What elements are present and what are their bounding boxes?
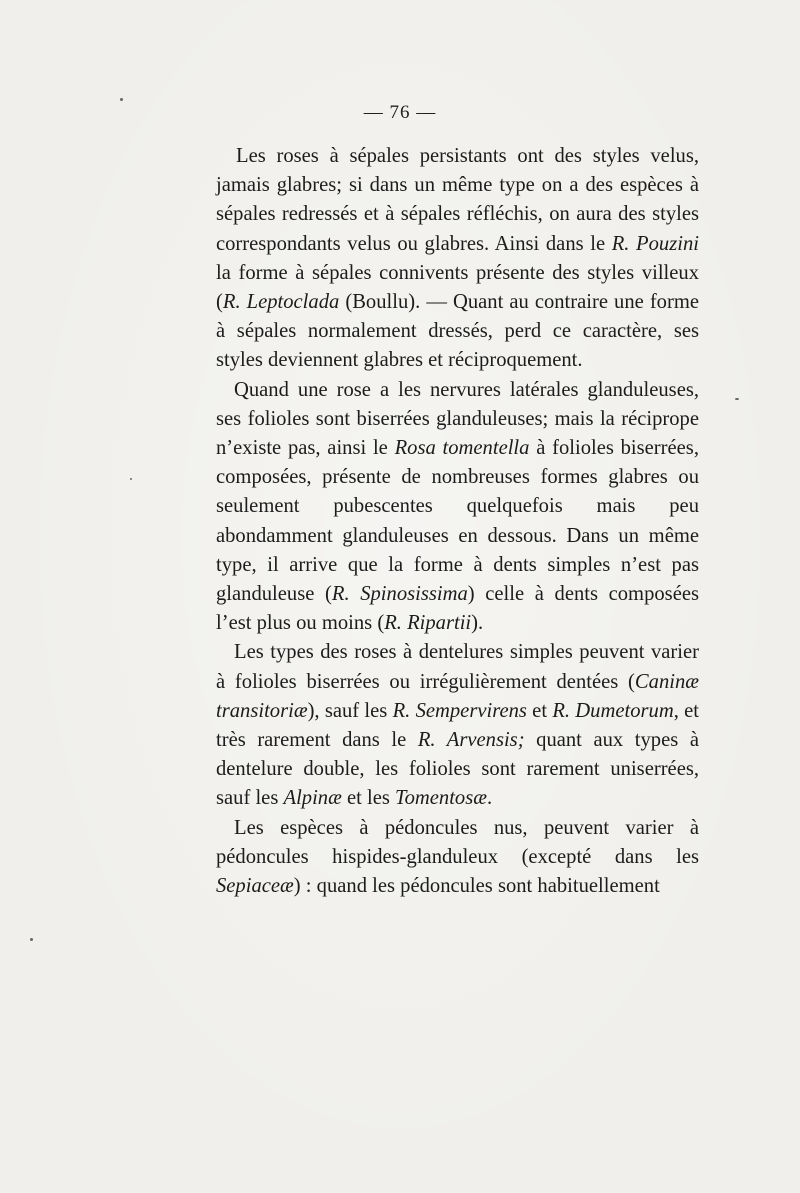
species-name: R. Ripartii [384, 612, 472, 635]
species-name: Sepiaceæ [216, 875, 294, 898]
text-run: . [486, 787, 493, 810]
paragraph-1 [216, 142, 699, 376]
species-name: Tomentosæ [395, 787, 487, 810]
text-run: ). [471, 612, 484, 635]
paragraph-2 [216, 376, 699, 639]
species-name: Rosa tomentella [394, 437, 530, 460]
species-name: R. Leptoclada [222, 291, 340, 314]
text-run: Les types des roses à dentelures simples peuvent varier à folioles biserrées ou irrégulièrement dentées ( [216, 641, 699, 693]
paper-speck [735, 398, 739, 400]
species-name: R. Pouzini [611, 232, 699, 255]
species-name: R. Sempervirens [392, 699, 527, 722]
text-run: et [526, 699, 553, 722]
paragraph-4 [216, 814, 699, 902]
species-name: R. Arvensis; [417, 729, 525, 752]
body-text [216, 142, 699, 901]
paper-speck [30, 938, 33, 941]
text-run: Les roses à sépales persistants ont des styles velus, jamais glabres; si dans un même type on a des espèces à sépales redressés et à sépales réfléchis, on aura des styles correspondants velus ou glabres. Ainsi dans le [216, 145, 699, 255]
text-run: et les [341, 787, 396, 810]
text-run: quant aux types à dentelure double, les folioles sont rarement uniserrées, sauf les [216, 729, 699, 810]
text-run: , et très rarement dans le [216, 699, 699, 752]
page-number: — 76 — [363, 102, 437, 123]
text-run: à folioles biserrées, composées, présente de nombreuses formes glabres ou seulement pubescentes quelquefois mais peu abondamment glanduleuses en dessous. Dans un même type, il arrive que la forme à dents simples n’est pas glanduleuse ( [216, 437, 699, 606]
species-name: R. Dumetorum [552, 699, 674, 722]
species-name: Caninæ transitoriæ [216, 670, 699, 722]
species-name: Alpinæ [283, 787, 342, 810]
text-run: (Boullu). — Quant au contraire une forme à sépales normalement dressés, perd ce caractère, ses styles deviennent glabres et réciproquement. [216, 291, 699, 372]
text-run: ) celle à dents composées l’est plus ou moins ( [216, 583, 699, 635]
text-run: ) : quand les pédoncules sont habituellement [293, 875, 660, 898]
paragraph-3 [216, 638, 699, 813]
paper-speck [120, 98, 123, 101]
text-run: la forme à sépales connivents présente des styles villeux ( [216, 261, 699, 314]
text-run: Quand une rose a les nervures latérales glanduleuses, ses folioles sont biserrées glanduleuses; mais la réciprope n’existe pas, ainsi le [216, 378, 699, 460]
text-run: Les espèces à pédoncules nus, peuvent varier à pédoncules hispides-glanduleux (excepté dans les [216, 816, 699, 868]
species-name: R. Spinosissima [331, 583, 468, 606]
text-run: ), sauf les [307, 699, 393, 722]
paper-speck [130, 478, 132, 480]
